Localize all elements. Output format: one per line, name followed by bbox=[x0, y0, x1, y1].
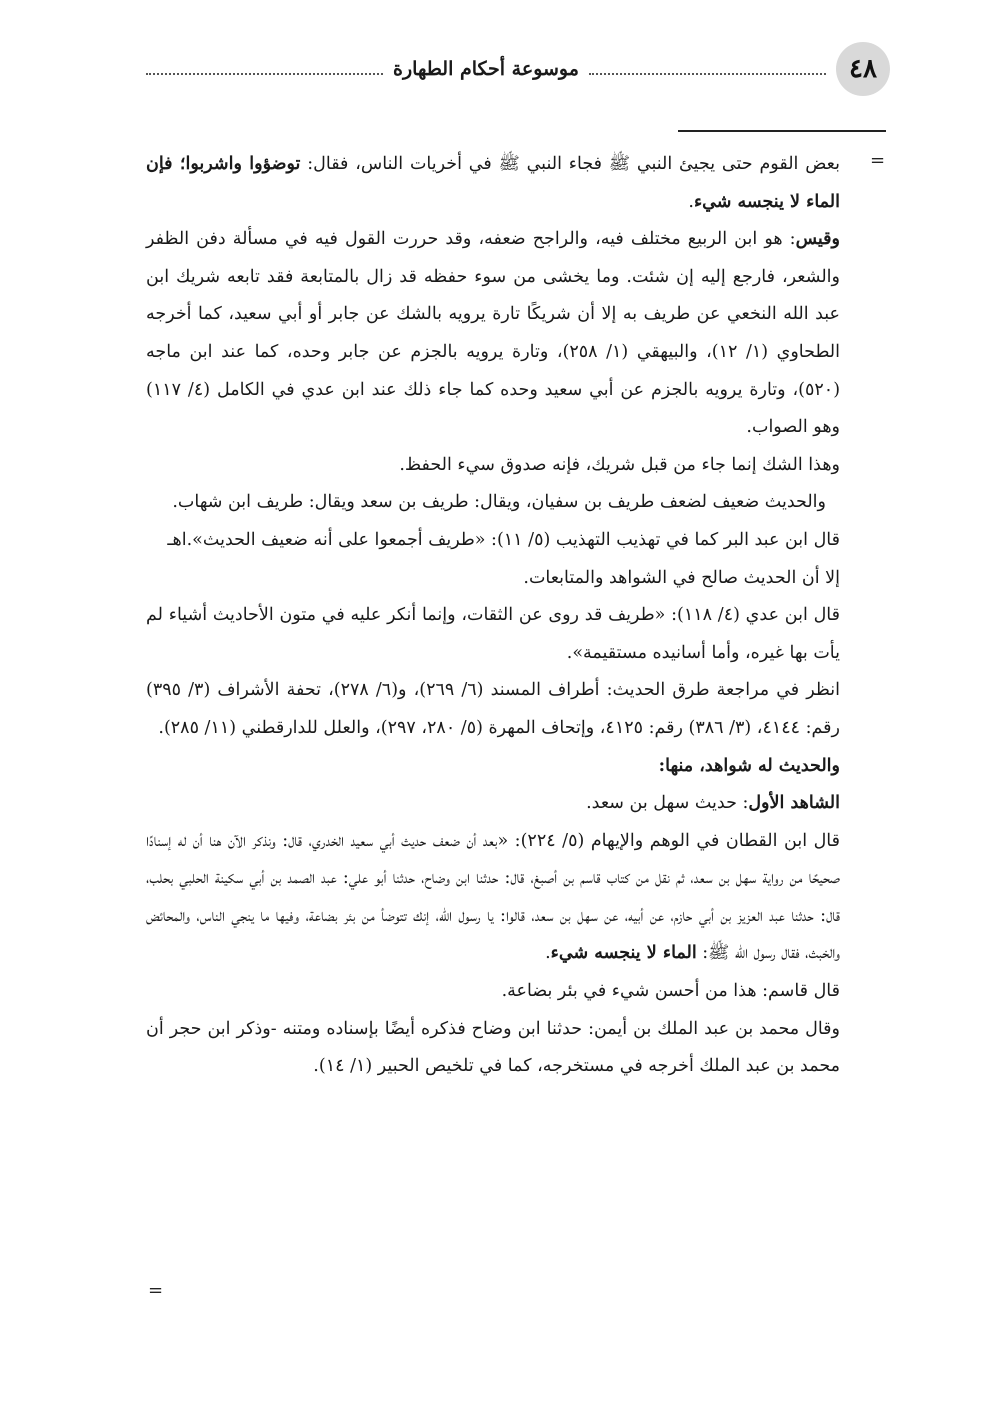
paragraph bbox=[146, 221, 840, 447]
paragraph bbox=[146, 823, 840, 973]
bold-text: الشاهد الأول bbox=[748, 793, 840, 814]
page-number: ٤٨ bbox=[836, 42, 890, 96]
bold-text: والحديث له شواهد، منها: bbox=[658, 755, 840, 776]
book-title: موسوعة أحكام الطهارة bbox=[393, 58, 579, 80]
paragraph bbox=[146, 560, 840, 598]
text-run: بعض القوم حتى يجيئ النبي ﷺ فجاء النبي ﷺ في أخريات الناس، فقال: bbox=[300, 154, 840, 174]
text-run: وقال محمد بن عبد الملك بن أيمن: حدثنا ابن وضاح فذكره أيضًا بإسناده ومتنه -وذكر ابن حجر أن محمد بن عبد الملك أخرجه في مستخرجه، كما في تلخيص الحبير (١/ ١٤). bbox=[146, 1018, 840, 1077]
text-run: والحديث ضعيف لضعف طريف بن سفيان، ويقال: طريف بن سعد ويقال: طريف ابن شهاب. bbox=[172, 492, 826, 513]
text-run: قال ابن عدي (٤/ ١١٨): «طريف قد روى عن الثقات، وإنما أنكر عليه في متون الأحاديث أشياء لم يأت بها غيره، وأما أسانيده مستقيمة». bbox=[146, 605, 840, 663]
bold-text: توضؤوا واشربوا؛ فإن الماء لا ينجسه شيء bbox=[146, 154, 840, 212]
paragraph bbox=[146, 785, 840, 823]
text-run: . bbox=[688, 191, 694, 212]
text-run: : حديث سهل بن سعد. bbox=[586, 793, 749, 814]
text-run: قال ابن عبد البر كما في تهذيب التهذيب (٥/ ١١): «طريف أجمعوا على أنه ضعيف الحديث».اهـ bbox=[167, 529, 840, 550]
bold-text: وقيس bbox=[795, 229, 840, 250]
paragraph bbox=[146, 597, 840, 672]
text-run: انظر في مراجعة طرق الحديث: أطراف المسند (٦/ ٢٦٩)، و(٦/ ٢٧٨)، تحفة الأشراف (٣/ ٣٩٥) رقم: ٤١٤٤، (٣/ ٣٨٦) رقم: ٤١٢٥، وإتحاف المهرة (٥/ ٢٨٠، ٢٩٧)، والعلل للدارقطني (١١/ ٢٨٥). bbox=[146, 680, 841, 738]
continuation-mark-end: = bbox=[148, 1280, 164, 1301]
paragraph bbox=[146, 1011, 840, 1086]
paragraph bbox=[146, 672, 840, 747]
header-dots-right bbox=[589, 73, 826, 75]
bold-text: الماء لا ينجسه شيء bbox=[550, 943, 697, 964]
paragraph bbox=[146, 484, 840, 522]
paragraph bbox=[146, 973, 840, 1011]
running-header bbox=[146, 54, 826, 84]
footnote-text bbox=[146, 146, 840, 1086]
continuation-mark-start: = bbox=[870, 150, 886, 171]
text-run: . bbox=[545, 943, 551, 964]
header-dots-left bbox=[146, 73, 383, 75]
text-run: : هو ابن الربيع مختلف فيه، والراجح ضعفه، وقد حررت القول فيه في مسألة دفن الظفر والشعر، فارجع إليه إن شئت. وما يخشى من سوء حفظه قد زال بالمتابعة فقد تابعه شريك ابن عبد الله النخعي عن طريف به إلا أن شريكًا تارة يرويه بالشك عن جابر أو أبي سعيد، كما أخرجه الطحاوي (١/ ١٢)، والبيهقي (١/ ٢٥٨)، وتارة يرويه بالجزم عن جابر وحده، كما عند ابن ماجه (٥٢٠)، وتارة يرويه بالجزم عن أبي سعيد وحده كما جاء ذلك عند ابن عدي في الكامل (٤/ ١١٧) وهو الصواب. bbox=[146, 229, 841, 438]
paragraph bbox=[146, 748, 840, 786]
paragraph bbox=[146, 522, 840, 560]
text-run: إلا أن الحديث صالح في الشواهد والمتابعات. bbox=[523, 567, 840, 588]
text-run: قال قاسم: هذا من أحسن شيء في بئر بضاعة. bbox=[501, 981, 840, 1002]
footnote-separator bbox=[678, 130, 886, 132]
text-run: قال ابن القطان في الوهم والإيهام (٥/ ٢٢٤): «بعد أن ضعف حديث أبي سعيد الخدري، قال: ونذكر الآن هنا أن له إسنادًا صحيحًا من رواية سهل بن سعد، ثم نقل من كتاب قاسم بن أصبغ، قال: حدثنا ابن وضاح، حدثنا أبو علي: عبد الصمد بن أبي سكينة الحلبي بحلب، قال: حدثنا عبد العزيز بن أبي حازم، عن أبيه، عن سهل بن سعد، قالوا: يا رسول الله، إنك تتوضأ من بئر بضاعة، وفيها ما ينجي الناس، والمحائض والخبث، فقال رسول الله ﷺ: bbox=[146, 830, 841, 964]
paragraph bbox=[146, 447, 840, 485]
paragraph bbox=[146, 146, 840, 221]
text-run: وهذا الشك إنما جاء من قبل شريك، فإنه صدوق سيء الحفظ. bbox=[399, 454, 840, 475]
